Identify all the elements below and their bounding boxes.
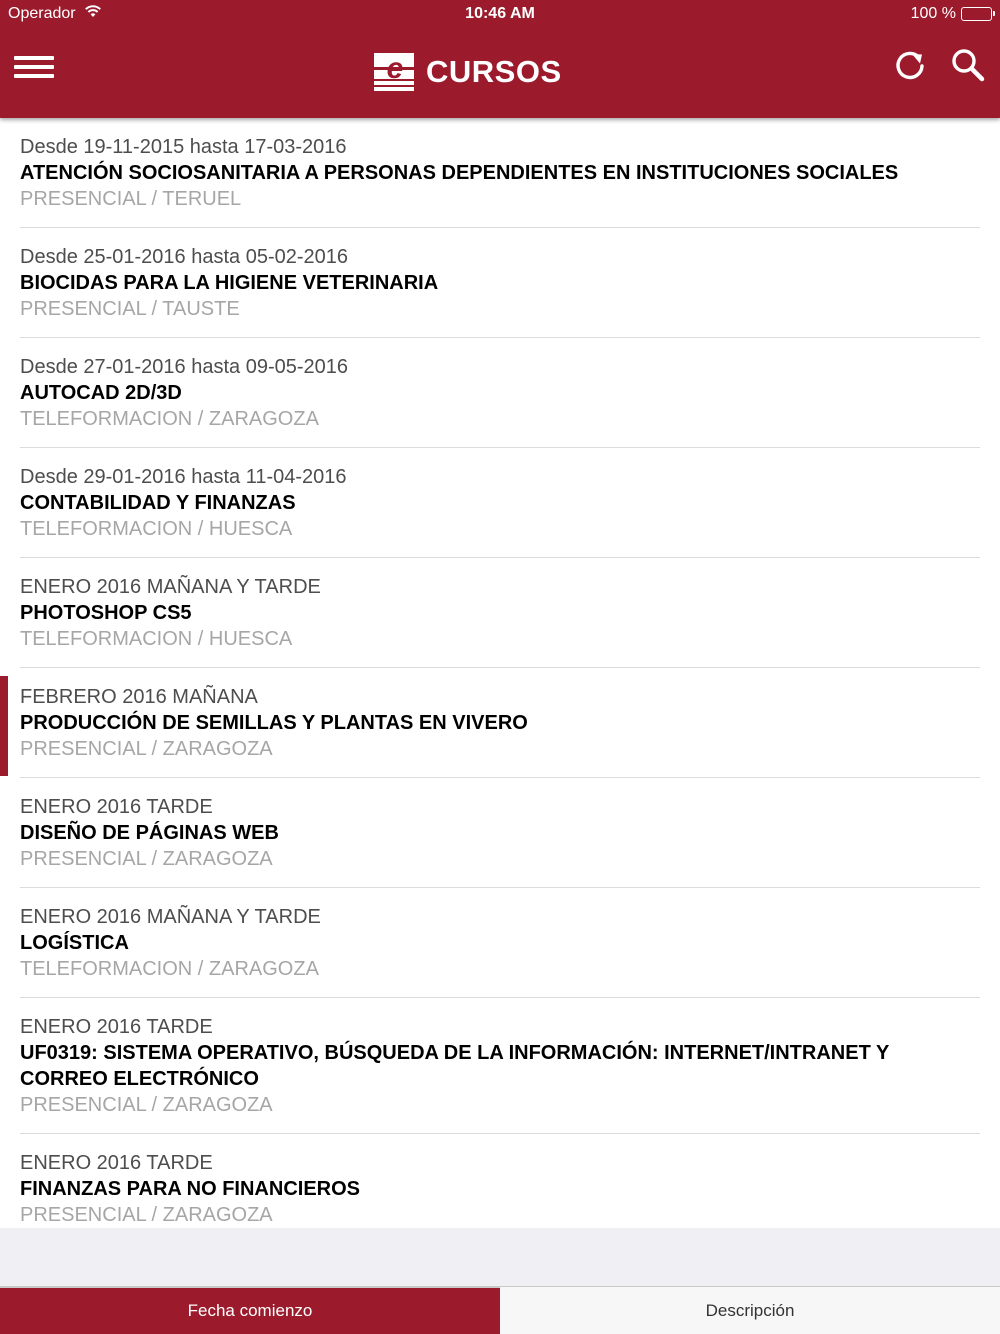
- battery-icon: [961, 7, 992, 21]
- sort-tab-bar: [0, 1286, 1000, 1334]
- course-title: BIOCIDAS PARA LA HIGIENE VETERINARIA: [20, 272, 439, 294]
- course-location: PRESENCIAL / ZARAGOZA: [20, 1094, 273, 1116]
- course-location: PRESENCIAL / TERUEL: [20, 188, 242, 210]
- course-list-item[interactable]: [0, 118, 1000, 228]
- course-cell: [20, 228, 980, 338]
- course-date: FEBRERO 2016 MAÑANA: [20, 686, 258, 708]
- course-date: Desde 19-11-2015 hasta 17-03-2016: [20, 136, 347, 158]
- course-title: UF0319: SISTEMA OPERATIVO, BÚSQUEDA DE LA INFORMACIÓN: INTERNET/INTRANET Y CORREO ELECTRÓNICO: [20, 1042, 889, 1090]
- course-cell: [20, 1134, 980, 1228]
- page-title: CURSOS: [426, 54, 562, 89]
- header-brand: [374, 52, 562, 92]
- navigation-bar: [0, 0, 1000, 118]
- course-title: ATENCIÓN SOCIOSANITARIA A PERSONAS DEPENDIENTES EN INSTITUCIONES SOCIALES: [20, 162, 899, 184]
- course-list-item[interactable]: [0, 558, 1000, 668]
- course-location: TELEFORMACION / HUESCA: [20, 518, 293, 540]
- refresh-icon[interactable]: [892, 48, 928, 84]
- course-cell: [20, 998, 980, 1134]
- course-location: PRESENCIAL / ZARAGOZA: [20, 1204, 273, 1226]
- course-cell: [20, 118, 980, 228]
- course-location: PRESENCIAL / ZARAGOZA: [20, 848, 273, 870]
- course-title: LOGÍSTICA: [20, 932, 129, 954]
- course-cell: [20, 668, 980, 778]
- course-list-item[interactable]: [0, 228, 1000, 338]
- course-list-item[interactable]: [0, 1134, 1000, 1228]
- hamburger-menu-icon[interactable]: [14, 56, 54, 82]
- course-date: ENERO 2016 TARDE: [20, 1152, 213, 1174]
- course-cell: [20, 448, 980, 558]
- course-location: PRESENCIAL / ZARAGOZA: [20, 738, 273, 760]
- course-date: ENERO 2016 MAÑANA Y TARDE: [20, 906, 321, 928]
- course-title: AUTOCAD 2D/3D: [20, 382, 182, 404]
- course-location: PRESENCIAL / TAUSTE: [20, 298, 240, 320]
- course-date: ENERO 2016 MAÑANA Y TARDE: [20, 576, 321, 598]
- course-list-item[interactable]: [0, 448, 1000, 558]
- course-list-item[interactable]: [0, 668, 1000, 778]
- course-date: ENERO 2016 TARDE: [20, 796, 213, 818]
- course-cell: [20, 558, 980, 668]
- course-list-item[interactable]: [0, 998, 1000, 1134]
- course-date: Desde 29-01-2016 hasta 11-04-2016: [20, 466, 347, 488]
- app-logo-icon: [374, 53, 414, 91]
- course-list-item[interactable]: [0, 778, 1000, 888]
- course-location: TELEFORMACION / HUESCA: [20, 628, 293, 650]
- carrier-label: Operador: [8, 5, 76, 22]
- status-bar: [0, 0, 1000, 30]
- tab-fecha-comienzo[interactable]: Fecha comienzo: [0, 1286, 500, 1334]
- search-icon[interactable]: [950, 47, 986, 83]
- course-list-item[interactable]: [0, 338, 1000, 448]
- course-title: FINANZAS PARA NO FINANCIEROS: [20, 1178, 360, 1200]
- course-date: Desde 25-01-2016 hasta 05-02-2016: [20, 246, 349, 268]
- logo-letter: e: [386, 53, 404, 85]
- course-cell: [20, 778, 980, 888]
- course-title: CONTABILIDAD Y FINANZAS: [20, 492, 296, 514]
- course-cell: [20, 338, 980, 448]
- tab-descripcion[interactable]: Descripción: [500, 1286, 1000, 1334]
- course-date: Desde 27-01-2016 hasta 09-05-2016: [20, 356, 349, 378]
- course-location: TELEFORMACION / ZARAGOZA: [20, 958, 319, 980]
- course-title: PHOTOSHOP CS5: [20, 602, 192, 624]
- course-location: TELEFORMACION / ZARAGOZA: [20, 408, 319, 430]
- clock-label: 10:46 AM: [465, 5, 535, 22]
- course-title: DISEÑO DE PÁGINAS WEB: [20, 822, 279, 844]
- course-title: PRODUCCIÓN DE SEMILLAS Y PLANTAS EN VIVERO: [20, 712, 528, 734]
- course-list[interactable]: [0, 118, 1000, 1228]
- course-date: ENERO 2016 TARDE: [20, 1016, 213, 1038]
- course-cell: [20, 888, 980, 998]
- course-list-item[interactable]: [0, 888, 1000, 998]
- empty-footer-area: [0, 1228, 1000, 1286]
- battery-percentage: 100 %: [910, 5, 956, 22]
